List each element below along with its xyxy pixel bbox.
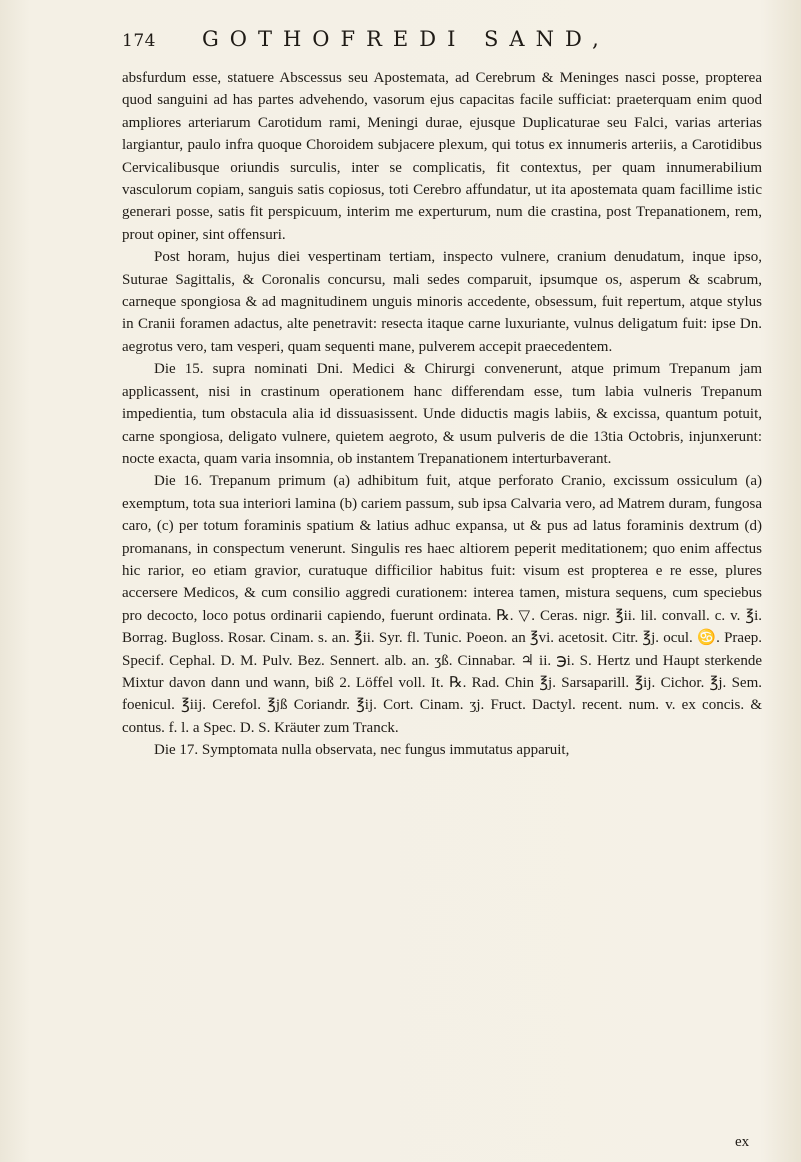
catchword: ex [735,1134,750,1150]
paragraph: absfurdum esse, statuere Abscessus seu Apostemata, ad Cerebrum & Meninges nasci posse, propterea quod sanguini ad has partes advehendo, vasorum ejus capacitas facile sufficiat: praeterquam enim quod ampliores arteriarum Carotidum rami, Meningi durae, ejusque Duplicaturae seu Falci, varias arterias largiantur, paulo infra quoque Choroidem subjacere plexum, qui totus ex innumeris arteriis, a Carotidibus Cervicalibusque oriundis surculis, inter se complicatis, fit contextus, per quam innumerabilium vasculorum copiam, sanguis satis copiosus, toti Cerebro affundatur, ut ita apostemata quam facillime istic generari posse, satis fit perspicuum, interim me experturum, num die crastina, post Trepanationem, rem, prout opiner, sint offensuri. [122,70,762,243]
paragraph: Die 16. Trepanum primum (a) adhibitum fuit, atque perforato Cranio, excissum ossiculum (a) exemptum, tota sua interiori lamina (b) cariem passum, sub ipsa Calvaria vero, ad Matrem duram, fungosa caro, (c) per totum foraminis spatium & latius adhuc expansa, ut & pus ad latus foraminis dextrum (d) promanans, in conspectum venerunt. Singulis res haec altiorem peperit meditationem; quo enim affectus hic rarior, eo etiam gravior, curatuque difficilior habitus fuit: visum est propterea e re esse, plures accersere Medicos, & cum consilio aggredi curationem: interea tamen, mistura sequens, cum speciebus pro decocto, loco potus ordinarii capiendo, fuerunt ordinata. ℞. ▽. Ceras. nigr. ℥ii. lil. convall. c. v. ℥i. Borrag. Bugloss. Rosar. Cinam. s. an. ℥ii. Syr. fl. Tunic. Poeon. an ℥vi. acetosit. Citr. ℥j. ocul. ♋. Praep. Specif. Cephal. D. M. Pulv. Bez. Sennert. alb. an. ʒß. Cinnabar. ♃ ii. ℈i. S. Hertz und Haupt sterkende Mixtur davon dann und wann, biß 2. Löffel voll. It. ℞. Rad. Chin ℥j. Sarsaparill. ℥ij. Cichor. ℥j. Sem. foenicul. ℥iij. Cerefol. ℥jß Coriandr. ℥ij. Cort. Cinam. ʒj. Fruct. Dactyl. recent. num. v. ex concis. & contus. f. l. a Spec. D. S. Kräuter zum Tranck. [122,473,762,736]
page-header [122,27,762,57]
paragraph: Die 17. Symptomata nulla observata, nec fungus immutatus apparuit, [154,742,570,759]
paragraph: Die 15. supra nominati Dni. Medici & Chirurgi convenerunt, atque primum Trepanum jam applicassent, nisi in crastinum operationem hanc differendam esse, tum labia vulneris Trepanum impedientia, tum obstacula alia id dissuasissent. Unde diductis magis labiis, & excissa, quantum potuit, carne spongiosa, deligato vulnere, quietem aegroto, & usum pulveris de die 13tia Octobris, injunxerunt: nocte exacta, quam varia insomnia, ob instantem Trepanationem interturbaverant. [122,361,762,467]
running-head: GOTHOFREDI SAND, [202,27,610,51]
page-number: 174 [122,31,156,51]
paragraph: Post horam, hujus diei vespertinam tertiam, inspecto vulnere, cranium denudatum, inque ipso, Suturae Sagittalis, & Coronalis concursu, mali sedes comparuit, ipsumque os, asperum & scabrum, carneque spongiosa & ad magnitudinem unguis minoris accedente, obsessum, fuit repertum, atque stylus in Cranii foramen adactus, alte penetravit: resecta itaque carne luxuriante, vulnus deligatum fuit: ipse Dn. aegrotus vero, tam vesperi, quam sequenti mane, pulverem accepit praecedentem. [122,249,762,355]
body-text [122,67,762,762]
